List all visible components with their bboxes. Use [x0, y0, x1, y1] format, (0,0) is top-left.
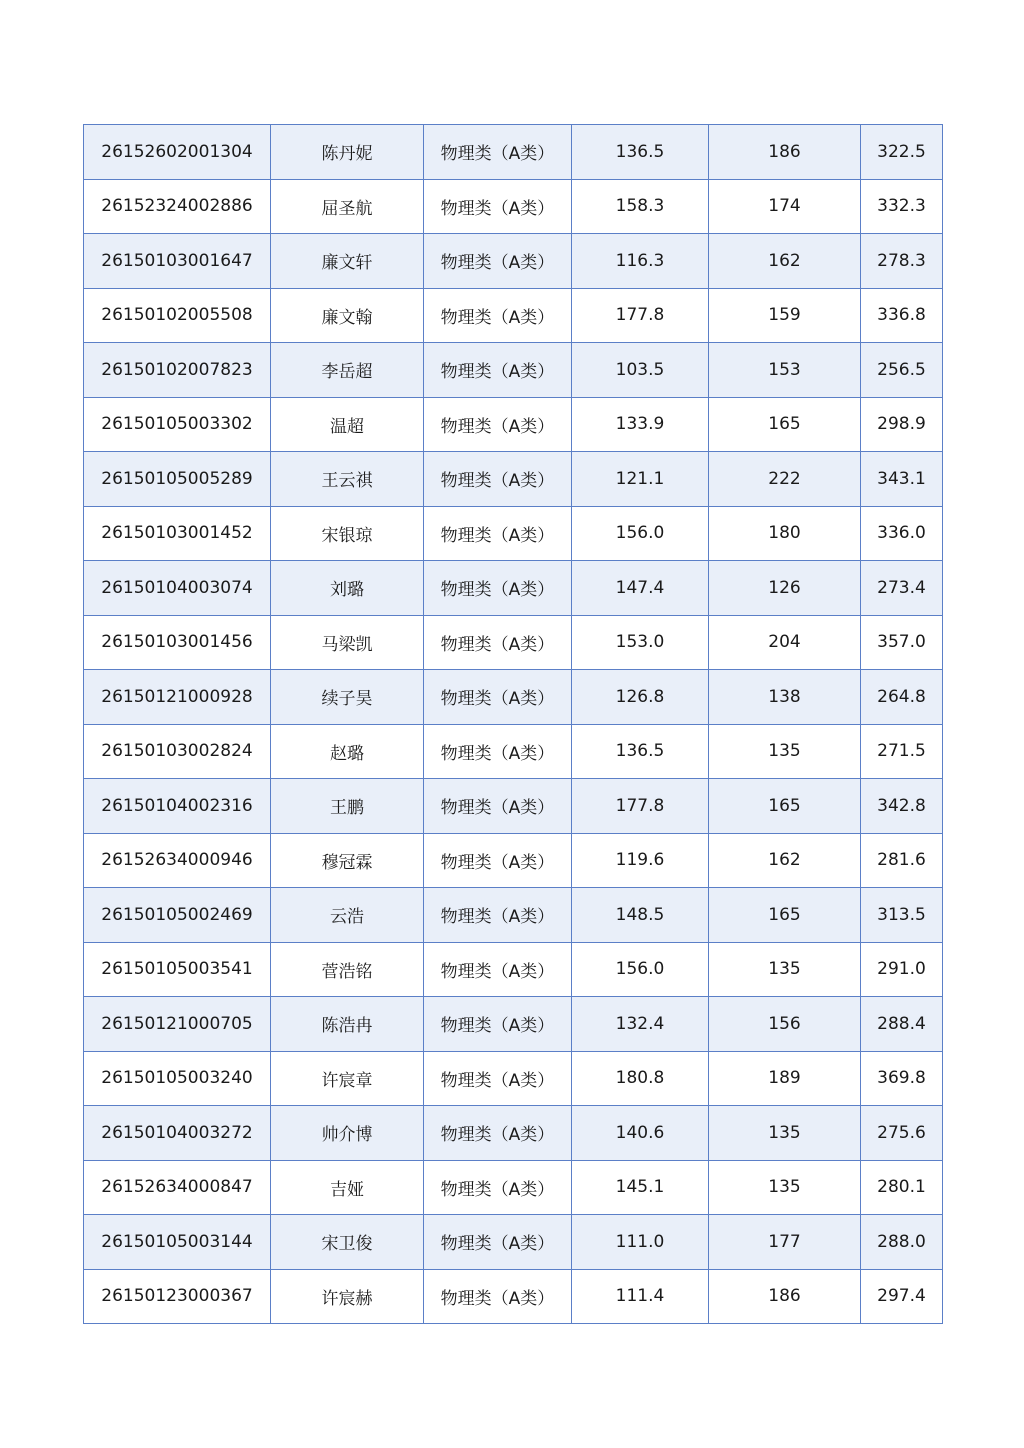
cell-category: 物理类（A类） [424, 779, 572, 834]
cell-id: 26150102005508 [84, 288, 271, 343]
table-row [84, 561, 943, 616]
cell-score1: 145.1 [572, 1160, 709, 1215]
cell-score2: 177 [709, 1215, 861, 1270]
cell-id: 26150105003302 [84, 397, 271, 452]
table-row [84, 125, 943, 180]
table-row [84, 1106, 943, 1161]
cell-name: 刘璐 [271, 561, 424, 616]
cell-score1: 111.0 [572, 1215, 709, 1270]
cell-category: 物理类（A类） [424, 670, 572, 725]
cell-score2: 159 [709, 288, 861, 343]
cell-category: 物理类（A类） [424, 288, 572, 343]
cell-name: 菅浩铭 [271, 942, 424, 997]
cell-score1: 177.8 [572, 288, 709, 343]
cell-id: 26152602001304 [84, 125, 271, 180]
cell-score2: 189 [709, 1051, 861, 1106]
table-row [84, 1269, 943, 1324]
cell-category: 物理类（A类） [424, 561, 572, 616]
cell-name: 陈丹妮 [271, 125, 424, 180]
cell-category: 物理类（A类） [424, 125, 572, 180]
cell-score1: 133.9 [572, 397, 709, 452]
table-row [84, 397, 943, 452]
cell-name: 续子昊 [271, 670, 424, 725]
cell-score2: 153 [709, 343, 861, 398]
cell-category: 物理类（A类） [424, 179, 572, 234]
cell-total: 332.3 [861, 179, 943, 234]
cell-id: 26150104002316 [84, 779, 271, 834]
cell-category: 物理类（A类） [424, 1215, 572, 1270]
cell-id: 26150104003074 [84, 561, 271, 616]
cell-total: 280.1 [861, 1160, 943, 1215]
cell-total: 273.4 [861, 561, 943, 616]
cell-id: 26150121000705 [84, 997, 271, 1052]
cell-name: 屈圣航 [271, 179, 424, 234]
cell-id: 26150102007823 [84, 343, 271, 398]
table-body [84, 125, 943, 1324]
cell-name: 许宸章 [271, 1051, 424, 1106]
cell-id: 26150105005289 [84, 452, 271, 507]
cell-name: 宋卫俊 [271, 1215, 424, 1270]
cell-total: 357.0 [861, 615, 943, 670]
table-row [84, 888, 943, 943]
cell-name: 穆冠霖 [271, 833, 424, 888]
cell-score2: 126 [709, 561, 861, 616]
cell-id: 26150103002824 [84, 724, 271, 779]
cell-category: 物理类（A类） [424, 833, 572, 888]
cell-id: 26150105003144 [84, 1215, 271, 1270]
table-row [84, 833, 943, 888]
cell-score1: 180.8 [572, 1051, 709, 1106]
cell-category: 物理类（A类） [424, 343, 572, 398]
cell-name: 陈浩冉 [271, 997, 424, 1052]
cell-score1: 121.1 [572, 452, 709, 507]
cell-id: 26150104003272 [84, 1106, 271, 1161]
cell-score2: 135 [709, 1160, 861, 1215]
cell-total: 275.6 [861, 1106, 943, 1161]
cell-category: 物理类（A类） [424, 615, 572, 670]
cell-total: 298.9 [861, 397, 943, 452]
cell-id: 26150121000928 [84, 670, 271, 725]
cell-score2: 204 [709, 615, 861, 670]
cell-id: 26150105002469 [84, 888, 271, 943]
cell-score1: 148.5 [572, 888, 709, 943]
cell-id: 26150103001452 [84, 506, 271, 561]
cell-score1: 140.6 [572, 1106, 709, 1161]
cell-total: 288.4 [861, 997, 943, 1052]
cell-id: 26150123000367 [84, 1269, 271, 1324]
table-row [84, 724, 943, 779]
table-row [84, 942, 943, 997]
cell-name: 李岳超 [271, 343, 424, 398]
cell-category: 物理类（A类） [424, 397, 572, 452]
cell-total: 297.4 [861, 1269, 943, 1324]
cell-score1: 103.5 [572, 343, 709, 398]
cell-total: 322.5 [861, 125, 943, 180]
cell-score1: 132.4 [572, 997, 709, 1052]
table-row [84, 670, 943, 725]
table-row [84, 1215, 943, 1270]
cell-score2: 162 [709, 833, 861, 888]
cell-total: 336.8 [861, 288, 943, 343]
cell-id: 26150105003240 [84, 1051, 271, 1106]
cell-category: 物理类（A类） [424, 506, 572, 561]
table-row [84, 615, 943, 670]
cell-category: 物理类（A类） [424, 724, 572, 779]
table-row [84, 343, 943, 398]
cell-id: 26150103001456 [84, 615, 271, 670]
cell-score1: 156.0 [572, 506, 709, 561]
cell-category: 物理类（A类） [424, 942, 572, 997]
table-row [84, 1051, 943, 1106]
cell-score2: 162 [709, 234, 861, 289]
cell-score1: 156.0 [572, 942, 709, 997]
cell-category: 物理类（A类） [424, 888, 572, 943]
cell-score2: 165 [709, 888, 861, 943]
cell-score1: 126.8 [572, 670, 709, 725]
cell-score1: 153.0 [572, 615, 709, 670]
table-row [84, 1160, 943, 1215]
cell-score1: 136.5 [572, 724, 709, 779]
cell-category: 物理类（A类） [424, 234, 572, 289]
score-table [83, 124, 943, 1324]
cell-total: 271.5 [861, 724, 943, 779]
cell-total: 264.8 [861, 670, 943, 725]
cell-name: 云浩 [271, 888, 424, 943]
cell-category: 物理类（A类） [424, 1051, 572, 1106]
table-row [84, 288, 943, 343]
table-row [84, 234, 943, 289]
cell-name: 王云祺 [271, 452, 424, 507]
cell-total: 369.8 [861, 1051, 943, 1106]
cell-name: 王鹏 [271, 779, 424, 834]
cell-name: 廉文翰 [271, 288, 424, 343]
table-row [84, 997, 943, 1052]
cell-score2: 186 [709, 1269, 861, 1324]
cell-total: 278.3 [861, 234, 943, 289]
cell-score2: 135 [709, 724, 861, 779]
cell-score2: 222 [709, 452, 861, 507]
cell-name: 赵璐 [271, 724, 424, 779]
cell-name: 温超 [271, 397, 424, 452]
cell-name: 廉文轩 [271, 234, 424, 289]
cell-score2: 165 [709, 779, 861, 834]
cell-name: 宋银琼 [271, 506, 424, 561]
cell-total: 336.0 [861, 506, 943, 561]
cell-total: 342.8 [861, 779, 943, 834]
cell-total: 291.0 [861, 942, 943, 997]
cell-category: 物理类（A类） [424, 452, 572, 507]
cell-score1: 116.3 [572, 234, 709, 289]
cell-category: 物理类（A类） [424, 1106, 572, 1161]
table-row [84, 452, 943, 507]
table-row [84, 506, 943, 561]
cell-name: 吉娅 [271, 1160, 424, 1215]
cell-id: 26150103001647 [84, 234, 271, 289]
cell-score2: 174 [709, 179, 861, 234]
cell-total: 343.1 [861, 452, 943, 507]
cell-id: 26152634000847 [84, 1160, 271, 1215]
cell-score1: 111.4 [572, 1269, 709, 1324]
cell-score2: 135 [709, 1106, 861, 1161]
cell-total: 288.0 [861, 1215, 943, 1270]
cell-score1: 119.6 [572, 833, 709, 888]
cell-name: 帅介博 [271, 1106, 424, 1161]
cell-category: 物理类（A类） [424, 1160, 572, 1215]
cell-total: 313.5 [861, 888, 943, 943]
cell-score1: 136.5 [572, 125, 709, 180]
cell-id: 26152634000946 [84, 833, 271, 888]
cell-name: 马梁凯 [271, 615, 424, 670]
cell-id: 26152324002886 [84, 179, 271, 234]
cell-id: 26150105003541 [84, 942, 271, 997]
cell-score2: 165 [709, 397, 861, 452]
cell-category: 物理类（A类） [424, 1269, 572, 1324]
cell-name: 许宸赫 [271, 1269, 424, 1324]
cell-score1: 158.3 [572, 179, 709, 234]
table-row [84, 179, 943, 234]
cell-score2: 186 [709, 125, 861, 180]
cell-total: 281.6 [861, 833, 943, 888]
cell-category: 物理类（A类） [424, 997, 572, 1052]
cell-score2: 180 [709, 506, 861, 561]
table-row [84, 779, 943, 834]
cell-score2: 138 [709, 670, 861, 725]
cell-score2: 135 [709, 942, 861, 997]
cell-score2: 156 [709, 997, 861, 1052]
cell-score1: 177.8 [572, 779, 709, 834]
cell-total: 256.5 [861, 343, 943, 398]
cell-score1: 147.4 [572, 561, 709, 616]
